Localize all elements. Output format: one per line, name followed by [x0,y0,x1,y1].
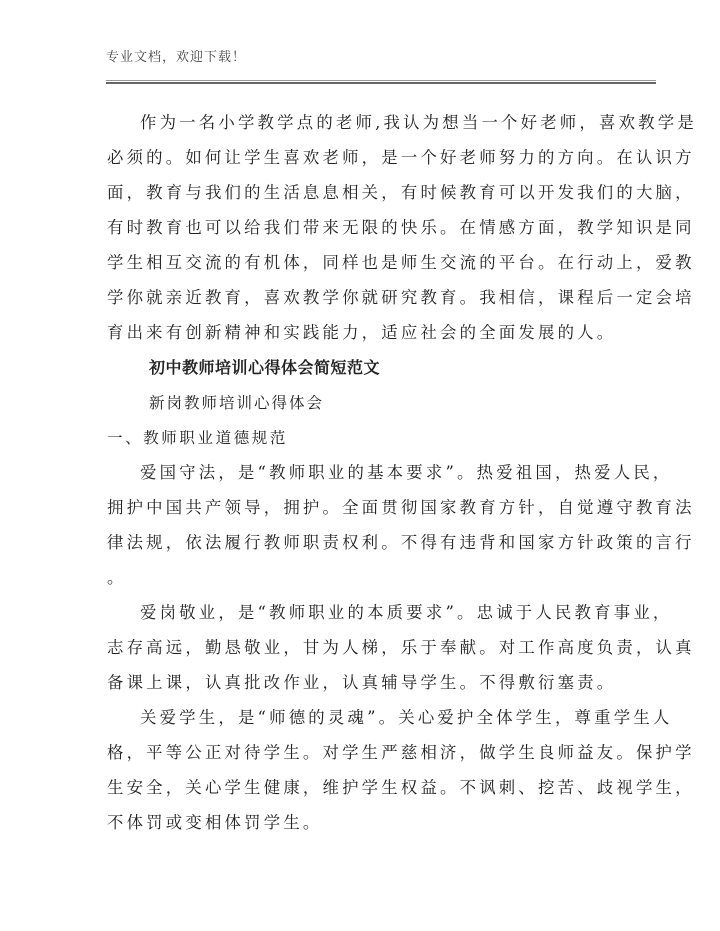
text-line: 生安全，关心学生健康，维护学生权益。不讽刺、挖苦、歧视学生， [107,778,695,797]
text-line: 作为一名小学教学点的老师,我认为想当一个好老师，喜欢教学是 [140,113,697,132]
section-heading: 一、教师职业道德规范 [107,429,289,447]
paragraph-caring-students [107,703,695,843]
page-header-text: 专业文档，欢迎下载！ [106,50,247,65]
text-line: 。 [107,568,127,587]
text-line: 关爱学生，是“师德的灵魂”。关心爱护全体学生，尊重学生人 [140,708,673,727]
paragraph-patriotism [107,458,695,598]
header-divider [106,80,656,84]
text-line: 学生相互交流的有机体，同样也是师生交流的平台。在行动上，爱教 [107,253,695,272]
text-line: 爱国守法，是“教师职业的基本要求”。热爱祖国，热爱人民， [140,463,673,482]
text-line: 志存高远，勤恳敬业，甘为人梯，乐于奉献。对工作高度负责，认真 [107,638,695,657]
text-line: 育出来有创新精神和实践能力，适应社会的全面发展的人。 [107,323,617,342]
document-title: 初中教师培训心得体会简短范文 [149,358,381,377]
document-body [107,108,697,843]
text-line: 格，平等公正对待学生。对学生严慈相济，做学生良师益友。保护学 [107,743,695,762]
text-line: 爱岗敬业，是“教师职业的本质要求”。忠诚于人民教育事业， [140,603,673,622]
paragraph-dedication [107,598,695,703]
text-line: 拥护中国共产领导，拥护。全面贯彻国家教育方针，自觉遵守教育法 [107,498,695,517]
document-subtitle: 新岗教师培训心得体会 [149,394,325,412]
text-line: 有时教育也可以给我们带来无限的快乐。在情感方面，教学知识是同 [107,218,695,237]
text-line: 备课上课，认真批改作业，认真辅导学生。不得敷衍塞责。 [107,673,617,692]
text-line: 面，教育与我们的生活息息相关，有时候教育可以开发我们的大脑， [107,183,695,202]
text-line: 律法规，依法履行教师职责权利。不得有违背和国家方针政策的言行 [107,533,695,552]
text-line: 必须的。如何让学生喜欢老师，是一个好老师努力的方向。在认识方 [107,148,695,167]
paragraph-intro [107,108,697,353]
text-line: 学你就亲近教育，喜欢教学你就研究教育。我相信，课程后一定会培 [107,288,695,307]
text-line: 不体罚或变相体罚学生。 [107,813,323,832]
